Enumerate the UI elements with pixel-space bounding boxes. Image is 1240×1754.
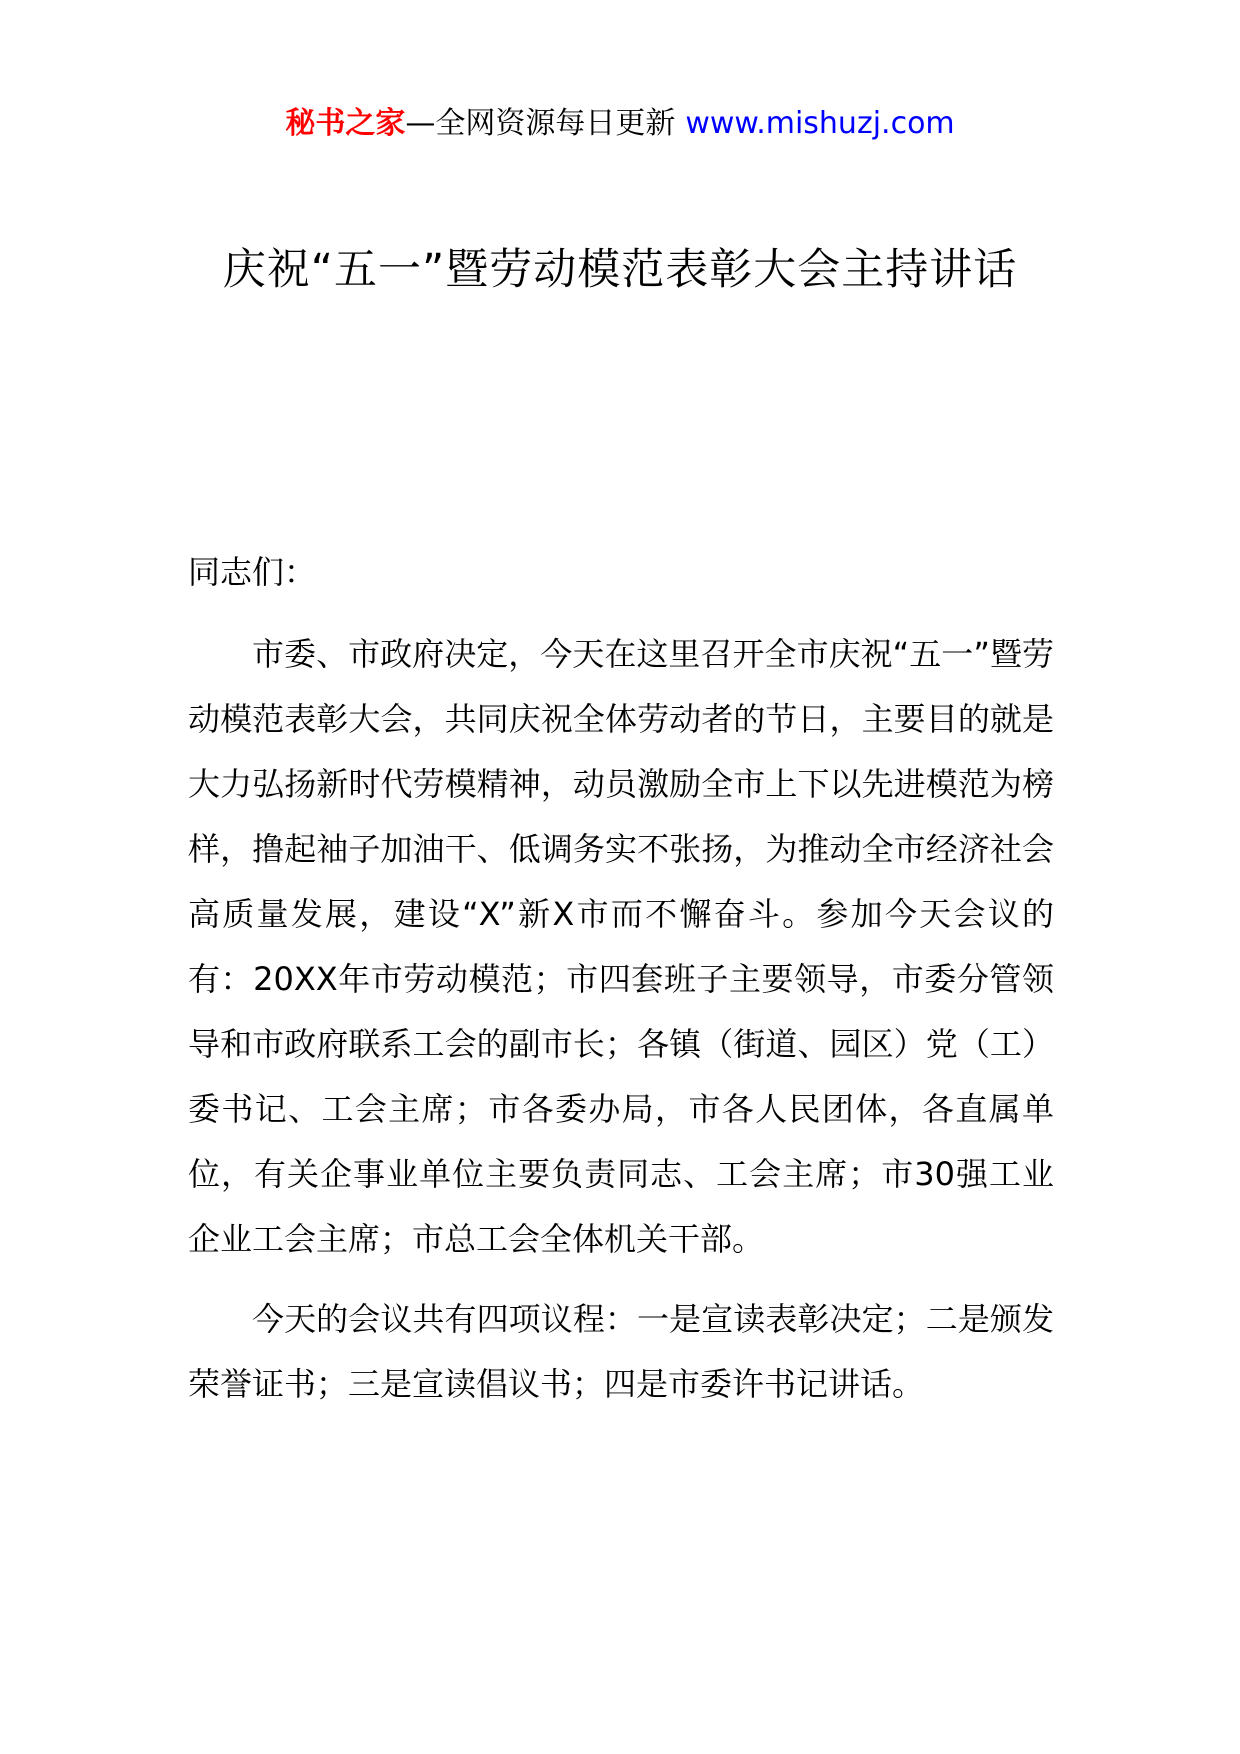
site-brand: 秘书之家 <box>285 106 406 141</box>
site-slogan: —全网资源每日更新 <box>405 106 676 141</box>
site-header <box>0 98 1240 150</box>
salutation: 同志们： <box>188 553 317 591</box>
document-title: 庆祝“五一”暨劳动模范表彰大会主持讲话 <box>222 245 1018 295</box>
body-paragraph: 市委、市政府决定，今天在这里召开全市庆祝“五一”暨劳动模范表彰大会，共同庆祝全体劳动者的节日，主要目的就是大力弘扬新时代劳模精神，动员激励全市上下以先进模范为榜样，撸起袖子加油干、低调务实不张扬，为推动全市经济社会高质量发展，建设“X”新X市而不懈奋斗。参加今天会议的有：20XX年市劳动模范；市四套班子主要领导，市委分管领导和市政府联系工会的副市长；各镇（街道、园区）党（工）委书记、工会主席；市各委办局，市各人民团体，各直属单位，有关企事业单位主要负责同志、工会主席；市30强工业企业工会主席；市总工会全体机关干部。 <box>188 635 1054 1258</box>
site-url-link[interactable]: www.mishuzj.com <box>685 106 955 141</box>
document-body <box>188 540 1054 1432</box>
body-paragraph: 今天的会议共有四项议程：一是宣读表彰决定；二是颁发荣誉证书；三是宣读倡议书；四是市委许书记讲话。 <box>188 1300 1054 1403</box>
